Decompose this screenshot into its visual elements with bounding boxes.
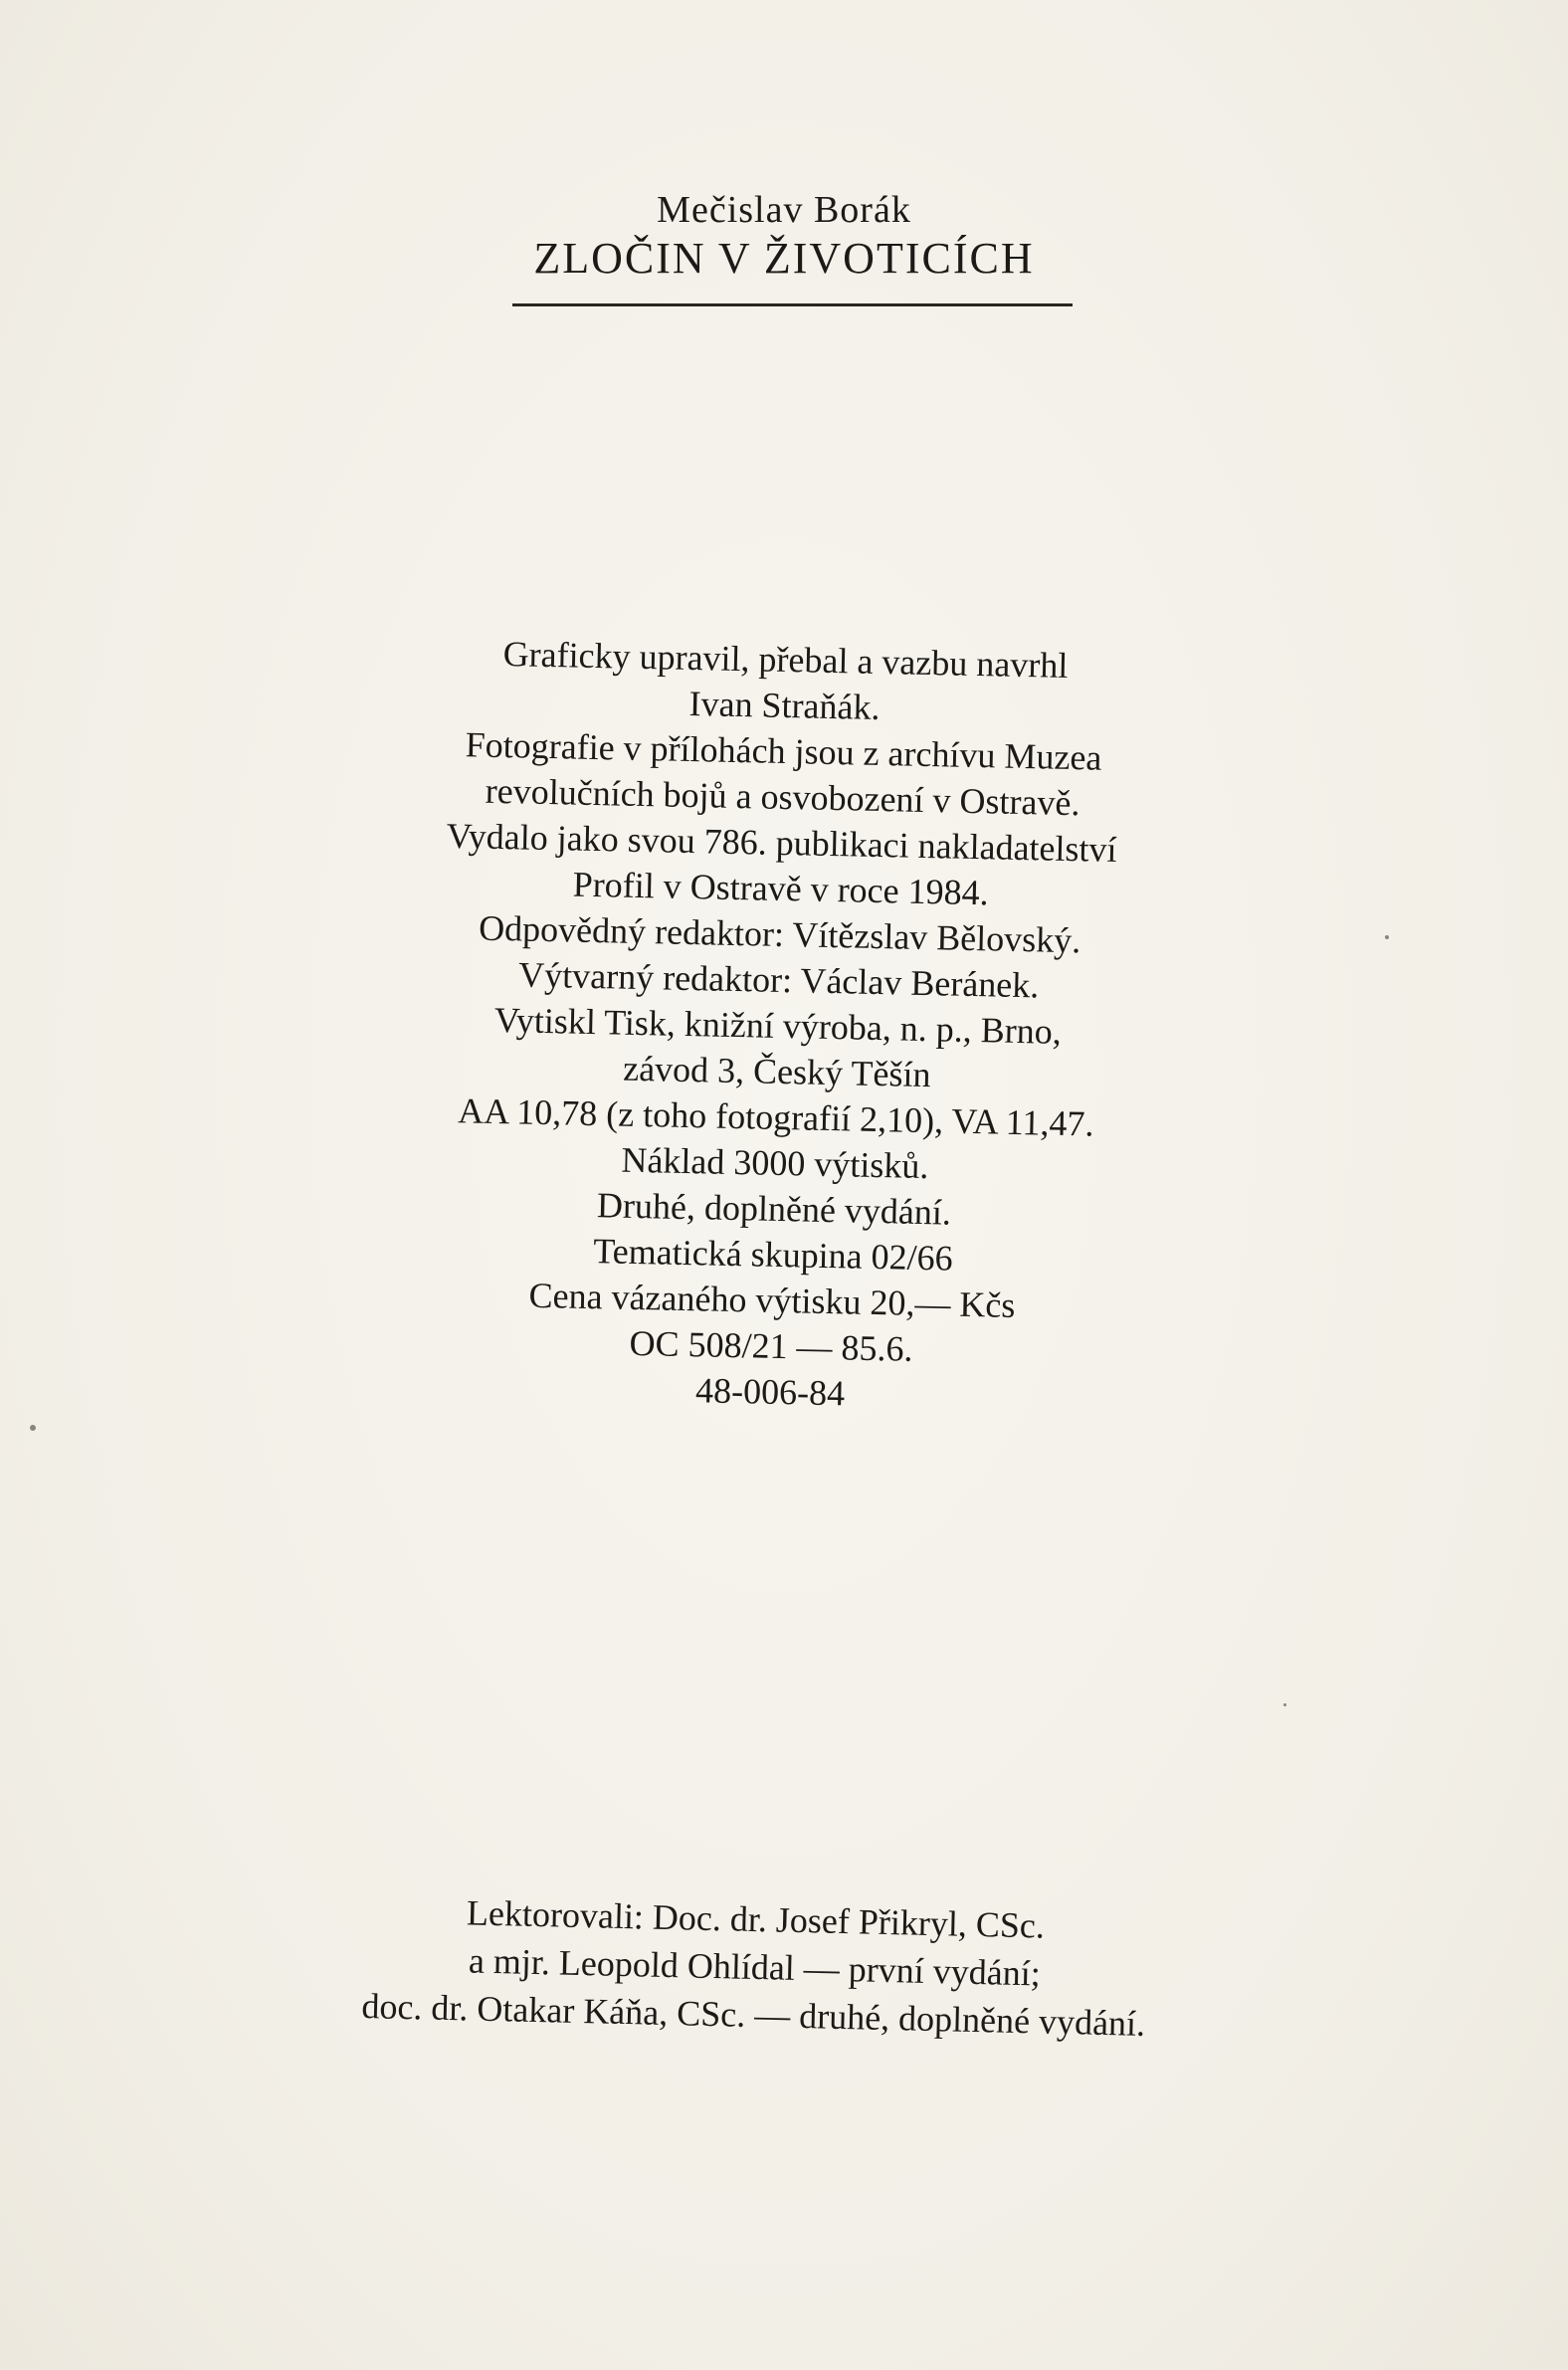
colophon-line: Náklad 3000 výtisků. (621, 1139, 929, 1187)
reviewer-line: Lektorovali: Doc. dr. Josef Přikryl, CSc. (466, 1892, 1046, 1946)
colophon-line: závod 3, Český Těšín (622, 1048, 931, 1095)
colophon (283, 627, 1274, 1425)
colophon-line: Tematická skupina 02/66 (592, 1231, 954, 1279)
colophon-line: Odpovědný redaktor: Vítězslav Bělovský. (478, 907, 1081, 961)
title-underline (512, 303, 1073, 306)
paper-speck (30, 1425, 36, 1431)
colophon-line: Výtvarný redaktor: Václav Beránek. (517, 954, 1040, 1006)
reviewer-line: doc. dr. Otakar Káňa, CSc. — druhé, doplněné vydání. (361, 1986, 1146, 2044)
paper-speck (1283, 1703, 1286, 1706)
colophon-line: Druhé, doplněné vydání. (596, 1185, 952, 1233)
author-name: Mečislav Borák (657, 189, 911, 231)
colophon-line: OC 508/21 — 85.6. (629, 1322, 913, 1369)
reviewer-line: a mjr. Leopold Ohlídal — první vydání; (468, 1940, 1042, 1994)
colophon-line: Vytiskl Tisk, knižní výroba, n. p., Brno, (493, 999, 1063, 1052)
paper-speck (1385, 935, 1389, 939)
colophon-line: AA 10,78 (z toho fotografií 2,10), VA 11,47. (457, 1090, 1094, 1144)
colophon-line: Profil v Ostravě v roce 1984. (572, 864, 990, 913)
book-title: ZLOČIN V ŽIVOTICÍCH (533, 234, 1035, 283)
colophon-line: revolučních bojů a osvobození v Ostravě. (485, 770, 1080, 824)
colophon-line: Vydalo jako svou 786. publikaci nakladatelství (446, 815, 1117, 871)
colophon-line: Graficky upravil, přebal a vazbu navrhl (502, 634, 1069, 686)
colophon-line: Cena vázaného výtisku 20,— Kčs (528, 1275, 1016, 1325)
title-block (0, 187, 1568, 285)
colophon-line: 48-006-84 (694, 1370, 846, 1414)
colophon-line: Fotografie v přílohách jsou z archívu Muzea (465, 724, 1102, 778)
reviewers-block (196, 1882, 1313, 2051)
colophon-line: Ivan Straňák. (688, 683, 881, 727)
